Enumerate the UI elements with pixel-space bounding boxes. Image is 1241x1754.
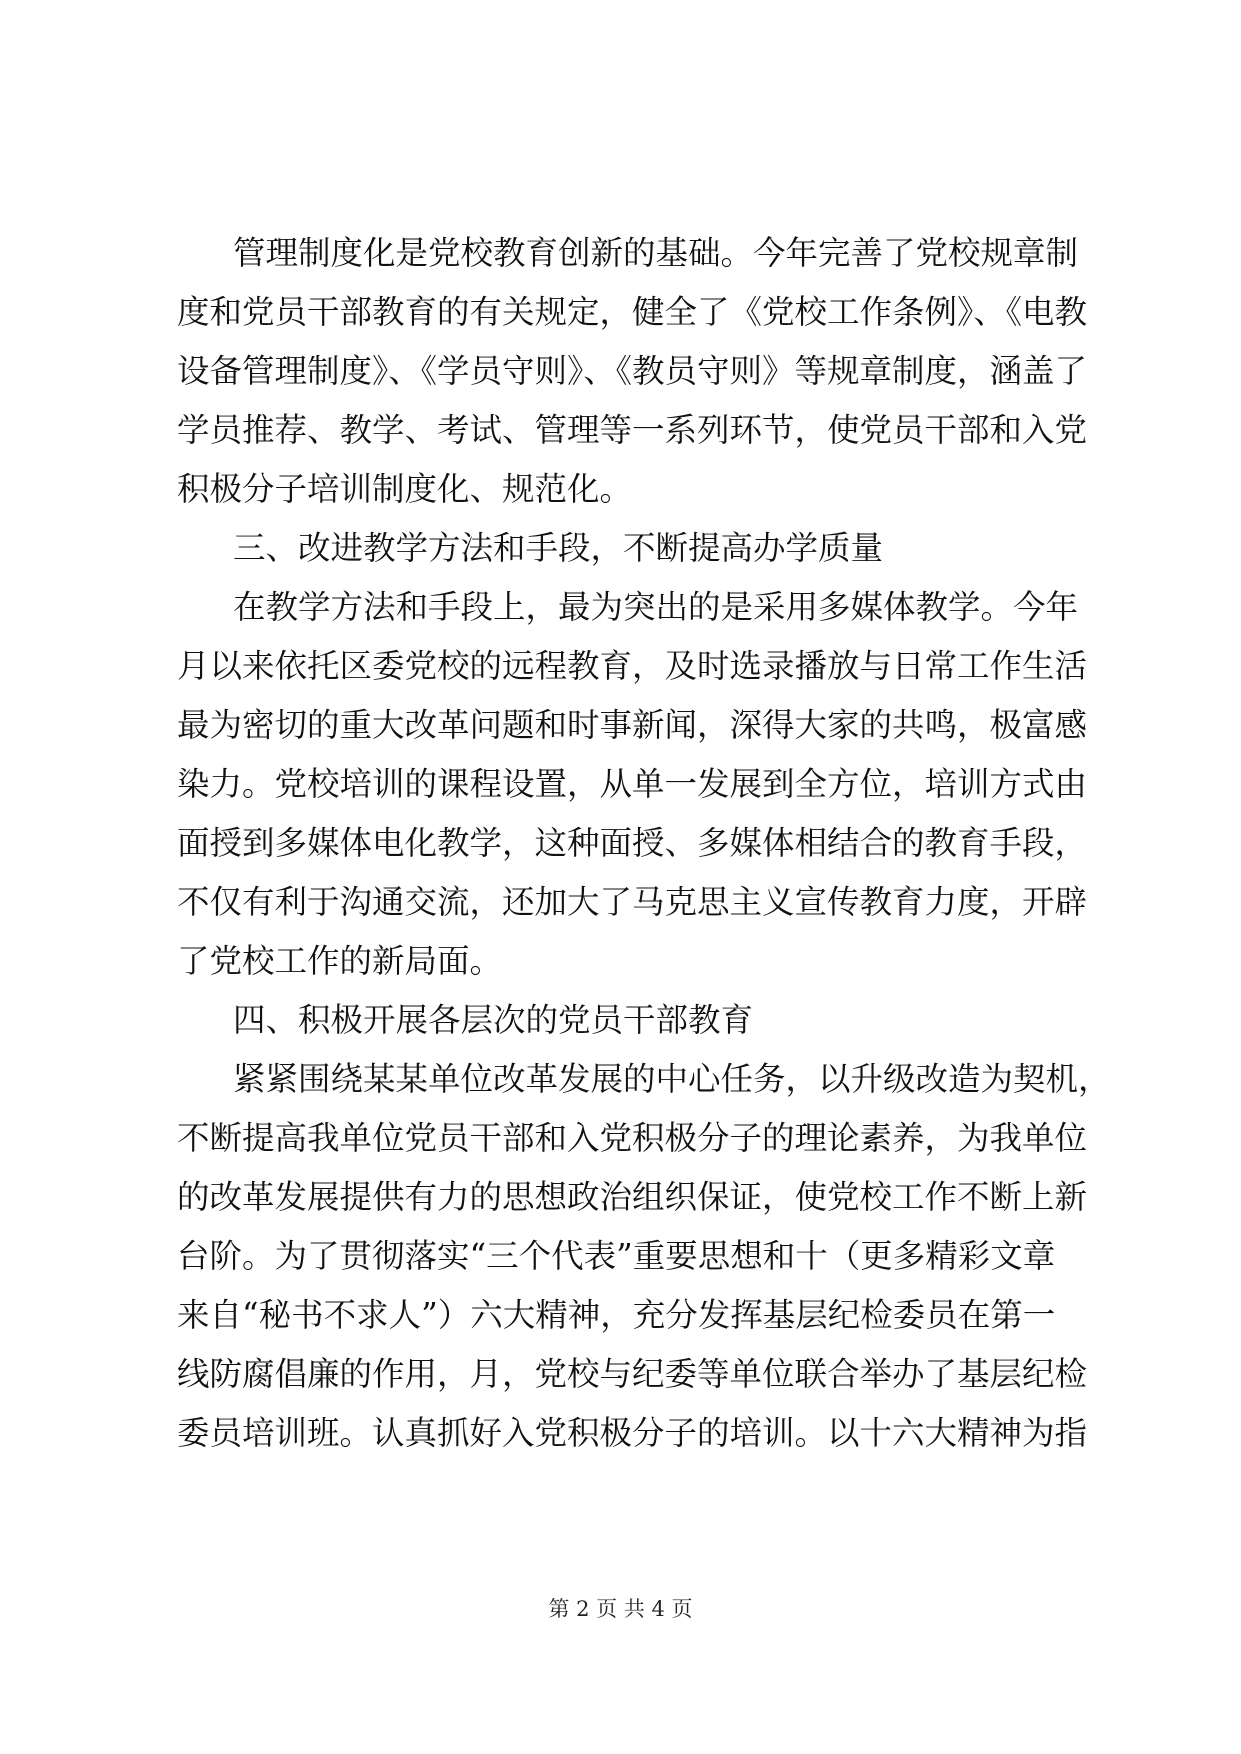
heading-line: 四、积极开展各层次的党员干部教育 — [233, 1001, 754, 1039]
paragraph-teaching-methods — [177, 578, 1088, 991]
text-line: 最为密切的重大改革问题和时事新闻，深得大家的共鸣，极富感 — [177, 706, 1088, 744]
text-line: 月以来依托区委党校的远程教育，及时选录播放与日常工作生活 — [177, 647, 1088, 685]
text-line: 不仅有利于沟通交流，还加大了马克思主义宣传教育力度，开辟 — [177, 883, 1088, 921]
text-line: 在教学方法和手段上，最为突出的是采用多媒体教学。今年 — [233, 588, 1079, 626]
text-line: 度和党员干部教育的有关规定，健全了《党校工作条例》、《电教 — [177, 293, 1088, 331]
text-line: 委员培训班。认真抓好入党积极分子的培训。以十六大精神为指 — [177, 1414, 1088, 1452]
section-heading-three — [177, 519, 1077, 578]
heading-line: 三、改进教学方法和手段，不断提高办学质量 — [233, 529, 884, 567]
section-heading-four — [177, 991, 1077, 1050]
text-line: 面授到多媒体电化教学，这种面授、多媒体相结合的教育手段， — [177, 824, 1088, 862]
document-body — [177, 224, 1111, 1463]
text-line: 设备管理制度》、《学员守则》、《教员守则》等规章制度，涵盖了 — [177, 352, 1088, 390]
text-line: 紧紧围绕某某单位改革发展的中心任务，以升级改造为契机， — [233, 1060, 1111, 1098]
text-line: 积极分子培训制度化、规范化。 — [177, 470, 633, 508]
paragraph-management-system — [177, 224, 1088, 519]
text-line: 不断提高我单位党员干部和入党积极分子的理论素养，为我单位 — [177, 1119, 1088, 1157]
text-line: 染力。党校培训的课程设置，从单一发展到全方位，培训方式由 — [177, 765, 1088, 803]
text-line: 来自“秘书不求人”）六大精神，充分发挥基层纪检委员在第一 — [177, 1296, 1056, 1334]
text-line: 的改革发展提供有力的思想政治组织保证，使党校工作不断上新 — [177, 1178, 1088, 1216]
text-line: 了党校工作的新局面。 — [177, 942, 503, 980]
text-line: 学员推荐、教学、考试、管理等一系列环节，使党员干部和入党 — [177, 411, 1088, 449]
paragraph-cadre-education — [177, 1050, 1111, 1463]
page-footer: 第 2 页 共 4 页 — [548, 1597, 693, 1621]
text-line: 台阶。为了贯彻落实“三个代表”重要思想和十（更多精彩文章 — [177, 1237, 1056, 1275]
text-line: 管理制度化是党校教育创新的基础。今年完善了党校规章制 — [233, 234, 1079, 272]
text-line: 线防腐倡廉的作用，月，党校与纪委等单位联合举办了基层纪检 — [177, 1355, 1088, 1393]
